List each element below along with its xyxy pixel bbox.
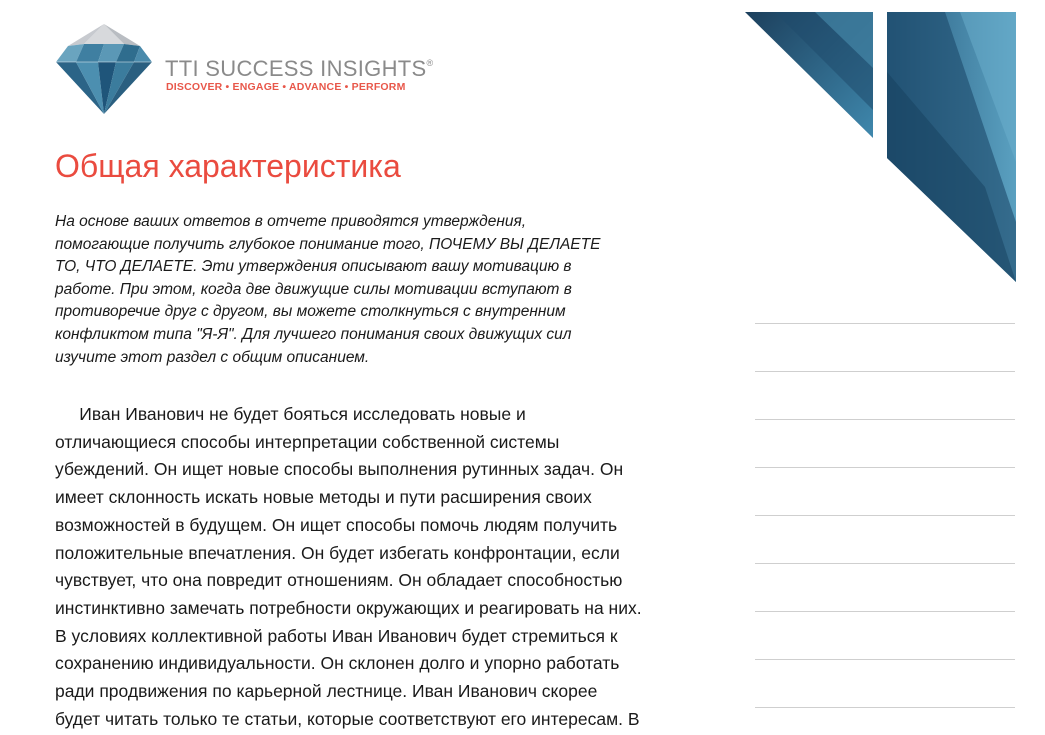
body-line: чувствует, что она повредит отношениям. Он обладает способностью [55, 570, 623, 591]
notes-line [755, 515, 1015, 516]
notes-line [755, 563, 1015, 564]
geometric-triangles-icon [745, 12, 1020, 287]
body-line: инстинктивно замечать потребности окружающих и реагировать на них. [55, 597, 642, 618]
body-line: убеждений. Он ищет новые способы выполнения рутинных задач. Он [55, 459, 624, 480]
notes-line [755, 611, 1015, 612]
body-line: В условиях коллективной работы Иван Иванович будет стремиться к [55, 625, 618, 646]
notes-line [755, 419, 1015, 420]
body-line: положительные впечатления. Он будет избегать конфронтации, если [55, 542, 620, 563]
body-line: ради продвижения по карьерной лестнице. Иван Иванович скорее [55, 681, 598, 702]
notes-line [755, 467, 1015, 468]
body-line: Иван Иванович не будет бояться исследовать новые и [55, 404, 526, 424]
intro-line: помогающие получить глубокое понимание того, ПОЧЕМУ ВЫ ДЕЛАЕТЕ [55, 235, 601, 253]
notes-line [755, 707, 1015, 708]
body-line: сохранению индивидуальности. Он склонен долго и упорно работать [55, 653, 620, 674]
intro-line: противоречие друг с другом, вы можете столкнуться с внутренним [55, 303, 566, 321]
intro-paragraph [55, 211, 715, 369]
registered-mark: ® [426, 58, 434, 68]
diamond-logo-icon [54, 20, 154, 116]
intro-line: работе. При этом, когда две движущие силы мотивации вступают в [55, 280, 572, 298]
intro-line: изучите этот раздел с общим описанием. [55, 348, 370, 366]
intro-line: конфликтом типа "Я-Я". Для лучшего понимания своих движущих сил [55, 325, 572, 343]
body-line: отличающиеся способы интерпретации собственной системы [55, 431, 560, 452]
notes-line [755, 323, 1015, 324]
notes-line [755, 659, 1015, 660]
body-line: имеет склонность искать новые методы и пути расширения своих [55, 487, 592, 508]
page-title: Общая характеристика [55, 148, 401, 184]
notes-line [755, 371, 1015, 372]
body-line: возможностей в будущем. Он ищет способы помочь людям получить [55, 514, 618, 535]
brand-name-text: TTI SUCCESS INSIGHTS [165, 56, 427, 81]
brand-name [165, 56, 433, 82]
body-paragraph [55, 401, 725, 733]
intro-line: На основе ваших ответов в отчете приводятся утверждения, [55, 213, 527, 230]
brand-tagline: DISCOVER • ENGAGE • ADVANCE • PERFORM [166, 81, 406, 93]
intro-line: ТО, ЧТО ДЕЛАЕТЕ. Эти утверждения описывают вашу мотивацию в [55, 258, 572, 276]
body-line: будет читать только те статьи, которые соответствуют его интересам. В [55, 708, 640, 729]
